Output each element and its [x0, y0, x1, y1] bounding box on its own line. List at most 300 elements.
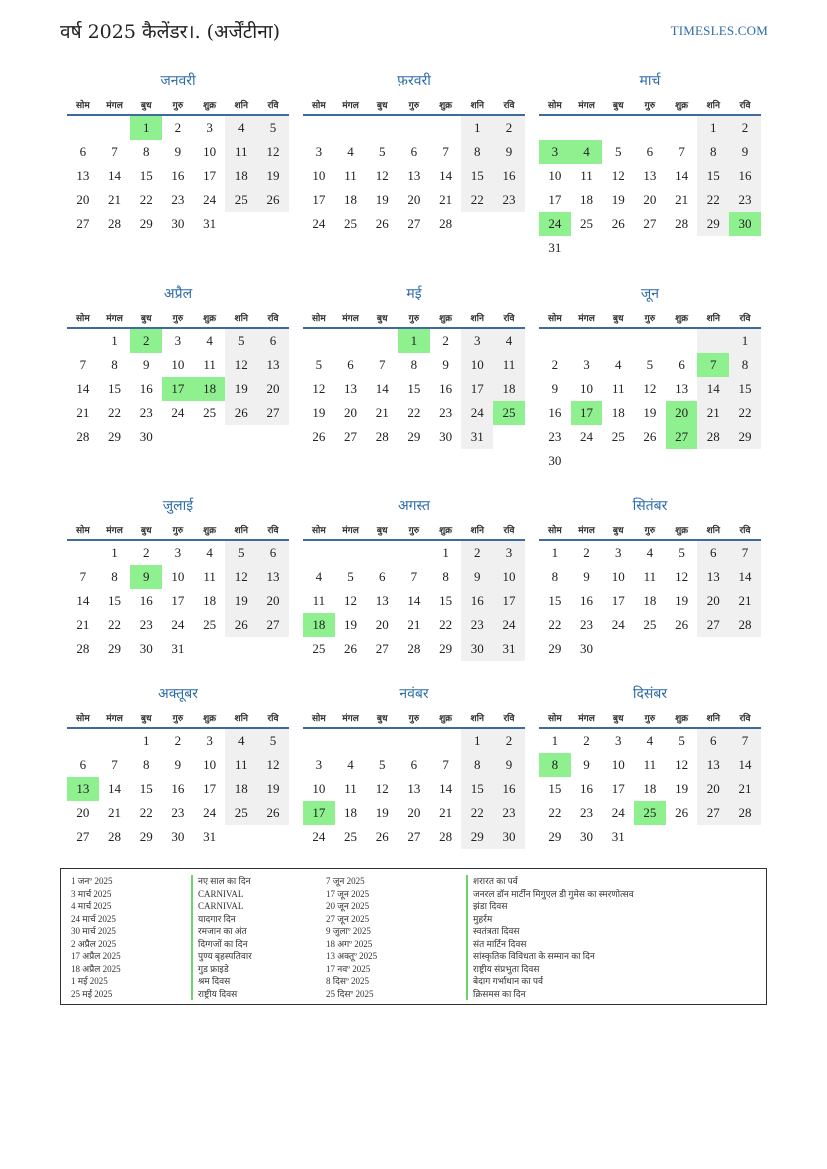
day-cell: 15 [139, 168, 153, 183]
weekday-label: शुक्र [675, 525, 689, 536]
weekday-label: शनि [470, 100, 484, 111]
holiday-date: 1 जनº 2025 [71, 876, 113, 886]
empty-day [634, 329, 666, 353]
weekday-label: सोम [547, 525, 562, 536]
weekday-label: गुरु [408, 100, 420, 111]
day-cell: 23 [171, 805, 185, 820]
day-cell: 23 [171, 192, 185, 207]
holiday-date: 9 जुलाº 2025 [326, 926, 371, 936]
day-cell: 3 [174, 545, 182, 560]
day-cell: 28 [439, 216, 453, 231]
day-cell: 5 [257, 729, 289, 753]
day-cell: 12 [225, 565, 257, 589]
empty-day [398, 729, 430, 753]
day-cell: 8 [410, 357, 418, 372]
day-cell: 9 [442, 357, 449, 372]
day-cell: 17 [548, 192, 562, 207]
day-cell: 11 [643, 757, 657, 772]
empty-day [539, 116, 571, 140]
day-cell: 4 [225, 729, 257, 753]
month-calendar [303, 285, 525, 449]
weekday-header [67, 307, 289, 329]
day-cell: 13 [257, 565, 289, 589]
month-calendar [303, 72, 525, 236]
day-cell: 6 [697, 729, 729, 753]
day-cell: 29 [697, 212, 729, 236]
weekday-label: शनि [706, 313, 720, 324]
day-cell: 6 [410, 144, 418, 159]
day-cell: 12 [344, 593, 358, 608]
month-calendar [303, 685, 525, 849]
day-cell: 24 [171, 405, 185, 420]
day-cell: 10 [611, 569, 625, 584]
day-cell: 21 [375, 405, 389, 420]
day-cell: 27 [643, 216, 657, 231]
day-cell: 27 [407, 216, 421, 231]
day-cell: 10 [548, 168, 562, 183]
day-cell: 3 [583, 357, 590, 372]
day-cell: 20 [643, 192, 657, 207]
weekday-label: गुरु [644, 313, 656, 324]
page-title: वर्ष 2025 कैलेंडर।. (अर्जेंटीना) [60, 21, 281, 43]
days-grid [67, 729, 289, 849]
weekday-label: बुध [140, 525, 152, 536]
day-cell: 29 [407, 429, 421, 444]
day-cell: 10 [611, 757, 625, 772]
day-cell: 3 [206, 733, 213, 748]
day-cell: 15 [461, 164, 493, 188]
day-cell: 21 [439, 805, 453, 820]
weekday-header [303, 307, 525, 329]
day-cell: 5 [378, 144, 386, 159]
day-cell: 6 [646, 144, 654, 159]
month-title: नवंबर [399, 686, 429, 702]
day-cell: 29 [108, 641, 122, 656]
holiday-dates-col-2 [326, 875, 377, 1000]
weekday-label: शुक्र [203, 313, 217, 324]
holiday-dates-col-1 [71, 875, 121, 1000]
holiday-name: झंडा दिवस [466, 900, 634, 913]
weekday-label: गुरु [172, 100, 184, 111]
day-cell: 27 [375, 641, 389, 656]
holiday-date: 17 नवº 2025 [326, 963, 371, 974]
holiday-name: राष्ट्रीय दिवस [191, 988, 252, 1001]
holiday-day: 8 [539, 753, 571, 777]
day-cell: 31 [203, 829, 217, 844]
day-cell: 17 [312, 192, 326, 207]
month-calendar [67, 497, 289, 661]
day-cell: 10 [171, 357, 185, 372]
day-cell: 7 [442, 144, 449, 159]
day-cell: 17 [203, 781, 217, 796]
holiday-date: 8 दिसº 2025 [326, 976, 369, 986]
holiday-name: रमजान का अंत [191, 925, 252, 938]
month-title: जून [640, 286, 660, 302]
day-cell: 3 [206, 120, 213, 135]
weekday-label: बुध [140, 100, 152, 111]
day-cell: 24 [171, 617, 185, 632]
weekday-label: मंगल [342, 313, 359, 324]
day-cell: 9 [142, 357, 150, 372]
weekday-label: रवि [503, 713, 515, 724]
day-cell: 25 [344, 829, 358, 844]
weekday-label: मंगल [342, 713, 359, 724]
day-cell: 23 [580, 617, 594, 632]
day-cell: 16 [548, 405, 562, 420]
month-title: मई [406, 286, 422, 302]
weekday-label: मंगल [342, 100, 359, 111]
day-cell: 3 [315, 757, 323, 772]
weekday-label: शुक्र [203, 100, 217, 111]
day-cell: 13 [375, 593, 389, 608]
holiday-date: 25 मई 2025 [71, 988, 113, 999]
day-cell: 8 [551, 569, 559, 584]
day-cell: 26 [312, 429, 326, 444]
holiday-name: राष्ट्रीय संप्रभुता दिवस [466, 963, 634, 976]
holiday-date: 2 अप्रैल 2025 [71, 938, 117, 949]
day-cell: 22 [108, 617, 122, 632]
weekday-label: गुरु [408, 313, 420, 324]
day-cell: 21 [108, 192, 122, 207]
day-cell: 14 [729, 565, 761, 589]
day-cell: 20 [257, 589, 289, 613]
day-cell: 18 [344, 192, 358, 207]
day-cell: 22 [697, 188, 729, 212]
day-cell: 5 [225, 541, 257, 565]
day-cell: 22 [139, 192, 153, 207]
weekday-header [539, 94, 761, 116]
day-cell: 21 [76, 405, 90, 420]
empty-day [303, 116, 335, 140]
empty-day [539, 329, 571, 353]
day-cell: 14 [76, 593, 90, 608]
day-cell: 30 [493, 825, 525, 849]
day-cell: 15 [139, 781, 153, 796]
day-cell: 10 [493, 565, 525, 589]
day-cell: 9 [461, 565, 493, 589]
weekday-label: शुक्र [439, 313, 453, 324]
day-cell: 4 [206, 333, 213, 348]
day-cell: 15 [439, 593, 453, 608]
day-cell: 12 [611, 168, 625, 183]
day-cell: 5 [678, 545, 685, 560]
weekday-header [303, 519, 525, 541]
empty-day [366, 329, 398, 353]
day-cell: 9 [174, 757, 182, 772]
day-cell: 26 [257, 801, 289, 825]
day-cell: 12 [675, 757, 689, 772]
empty-day [335, 116, 367, 140]
weekday-label: शुक्र [203, 713, 217, 724]
day-cell: 21 [108, 805, 122, 820]
empty-day [398, 116, 430, 140]
day-cell: 4 [315, 569, 323, 584]
day-cell: 30 [580, 829, 594, 844]
empty-day [666, 116, 698, 140]
day-cell: 1 [729, 329, 761, 353]
weekday-label: शुक्र [675, 713, 689, 724]
day-cell: 15 [548, 781, 562, 796]
weekday-label: शनि [470, 713, 484, 724]
weekday-label: बुध [376, 100, 388, 111]
day-cell: 25 [203, 617, 217, 632]
holiday-date: 17 जून 2025 [326, 888, 370, 899]
day-cell: 4 [206, 545, 213, 560]
weekday-label: बुध [612, 100, 624, 111]
day-cell: 27 [697, 613, 729, 637]
day-cell: 6 [378, 569, 386, 584]
day-cell: 20 [375, 617, 389, 632]
day-cell: 13 [643, 168, 657, 183]
day-cell: 14 [729, 753, 761, 777]
day-cell: 30 [548, 453, 562, 468]
weekday-label: गुरु [644, 100, 656, 111]
day-cell: 13 [76, 168, 90, 183]
day-cell: 16 [139, 381, 153, 396]
day-cell: 13 [697, 753, 729, 777]
day-cell: 10 [171, 569, 185, 584]
month-calendar [67, 285, 289, 449]
weekday-label: गुरु [172, 525, 184, 536]
holiday-day: 4 [571, 140, 603, 164]
weekday-label: गुरु [172, 313, 184, 324]
day-cell: 27 [76, 216, 90, 231]
day-cell: 2 [729, 116, 761, 140]
holiday-day: 25 [493, 401, 525, 425]
day-cell: 19 [375, 805, 389, 820]
day-cell: 14 [675, 168, 689, 183]
day-cell: 15 [108, 381, 122, 396]
day-cell: 18 [643, 593, 657, 608]
day-cell: 3 [461, 329, 493, 353]
holiday-name: CARNIVAL [191, 888, 252, 901]
empty-day [634, 116, 666, 140]
day-cell: 11 [312, 593, 326, 608]
day-cell: 22 [108, 405, 122, 420]
holiday-day: 24 [539, 212, 571, 236]
day-cell: 19 [611, 192, 625, 207]
day-cell: 19 [643, 405, 657, 420]
holiday-day: 1 [130, 116, 162, 140]
holiday-name: शरारत का पर्व [466, 875, 634, 888]
weekday-label: सोम [547, 100, 562, 111]
day-cell: 15 [697, 164, 729, 188]
day-cell: 7 [111, 757, 118, 772]
weekday-header [67, 707, 289, 729]
weekday-label: सोम [547, 313, 562, 324]
day-cell: 29 [729, 425, 761, 449]
holiday-date: 30 मार्च 2025 [71, 926, 116, 936]
weekday-label: रवि [739, 713, 751, 724]
empty-day [303, 541, 335, 565]
month-calendar [67, 685, 289, 849]
day-cell: 9 [583, 569, 590, 584]
weekday-label: बुध [140, 313, 152, 324]
holiday-date: 18 अगº 2025 [326, 938, 373, 949]
day-cell: 18 [643, 781, 657, 796]
day-cell: 16 [171, 168, 185, 183]
weekday-label: सोम [311, 313, 326, 324]
day-cell: 3 [614, 545, 622, 560]
holiday-date: 3 मार्च 2025 [71, 888, 112, 899]
weekday-header [539, 707, 761, 729]
holiday-name: स्वतंत्रता दिवस [466, 925, 634, 938]
day-cell: 6 [347, 357, 354, 372]
day-cell: 15 [729, 377, 761, 401]
day-cell: 25 [643, 617, 657, 632]
day-cell: 26 [375, 216, 389, 231]
holiday-name: संत मार्टिन दिवस [466, 938, 634, 951]
day-cell: 22 [548, 805, 562, 820]
days-grid [539, 329, 761, 473]
day-cell: 11 [203, 357, 216, 372]
day-cell: 8 [442, 569, 449, 584]
day-cell: 3 [315, 144, 323, 159]
day-cell: 5 [678, 733, 685, 748]
holiday-name: बेदाग गर्भाधान का पर्व [466, 975, 634, 988]
day-cell: 20 [344, 405, 358, 420]
weekday-label: शनि [706, 525, 720, 536]
empty-day [366, 729, 398, 753]
day-cell: 28 [76, 429, 90, 444]
day-cell: 31 [548, 240, 562, 255]
month-calendar [539, 285, 761, 473]
day-cell: 20 [697, 777, 729, 801]
day-cell: 1 [461, 729, 493, 753]
site-link[interactable]: TIMESLES.COM [670, 23, 768, 38]
holiday-day: 30 [729, 212, 761, 236]
holiday-day: 3 [539, 140, 571, 164]
weekday-label: शनि [234, 713, 248, 724]
day-cell: 15 [461, 777, 493, 801]
weekday-label: रवि [503, 313, 515, 324]
day-cell: 24 [461, 401, 493, 425]
month-title: जनवरी [160, 73, 196, 89]
holiday-name: श्रम दिवस [191, 975, 252, 988]
weekday-label: बुध [612, 713, 624, 724]
day-cell: 14 [108, 168, 122, 183]
weekday-label: सोम [311, 713, 326, 724]
day-cell: 20 [407, 192, 421, 207]
weekday-label: बुध [140, 713, 152, 724]
day-cell: 7 [678, 144, 685, 159]
weekday-label: रवि [739, 313, 751, 324]
day-cell: 28 [108, 829, 122, 844]
weekday-label: रवि [503, 525, 515, 536]
day-cell: 16 [493, 164, 525, 188]
holiday-names-col-2 [466, 875, 634, 1000]
day-cell: 22 [439, 617, 453, 632]
day-cell: 14 [439, 168, 453, 183]
day-cell: 21 [729, 777, 761, 801]
day-cell: 8 [697, 140, 729, 164]
day-cell: 11 [611, 381, 625, 396]
day-cell: 20 [697, 589, 729, 613]
day-cell: 5 [347, 569, 354, 584]
day-cell: 26 [675, 617, 689, 632]
day-cell: 24 [312, 829, 326, 844]
weekday-label: रवि [739, 100, 751, 111]
empty-day [67, 541, 99, 565]
day-cell: 2 [551, 357, 559, 372]
day-cell: 13 [697, 565, 729, 589]
weekday-label: सोम [75, 713, 90, 724]
day-cell: 7 [79, 569, 87, 584]
holiday-day: 18 [194, 377, 226, 401]
day-cell: 11 [493, 353, 525, 377]
month-title: अगस्त [397, 498, 430, 514]
day-cell: 18 [225, 164, 257, 188]
weekday-label: रवि [503, 100, 515, 111]
day-cell: 17 [611, 593, 625, 608]
day-cell: 30 [139, 429, 153, 444]
day-cell: 19 [375, 192, 389, 207]
day-cell: 7 [442, 757, 449, 772]
holiday-name: पुण्य बृहस्पतिवार [191, 950, 252, 963]
day-cell: 29 [439, 641, 453, 656]
weekday-label: रवि [267, 100, 279, 111]
days-grid [303, 116, 525, 236]
day-cell: 10 [203, 757, 217, 772]
day-cell: 4 [347, 144, 354, 159]
empty-day [99, 116, 131, 140]
day-cell: 4 [493, 329, 525, 353]
day-cell: 2 [142, 545, 150, 560]
holiday-date: 27 जून 2025 [326, 913, 370, 924]
day-cell: 12 [375, 168, 389, 183]
weekday-label: मंगल [342, 525, 359, 536]
holiday-day: 2 [130, 329, 162, 353]
holiday-list [60, 868, 767, 1005]
empty-day [571, 116, 603, 140]
weekday-label: बुध [376, 713, 388, 724]
empty-day [602, 329, 634, 353]
day-cell: 13 [407, 168, 421, 183]
days-grid [539, 729, 761, 849]
day-cell: 1 [697, 116, 729, 140]
day-cell: 10 [203, 144, 217, 159]
holiday-date: 25 दिसº 2025 [326, 988, 374, 999]
day-cell: 31 [171, 641, 185, 656]
month-title: फ़रवरी [397, 73, 431, 89]
day-cell: 8 [142, 144, 150, 159]
day-cell: 23 [548, 429, 562, 444]
days-grid [539, 116, 761, 260]
weekday-label: रवि [267, 313, 279, 324]
day-cell: 16 [580, 593, 594, 608]
weekday-label: शनि [234, 313, 248, 324]
day-cell: 12 [312, 381, 326, 396]
day-cell: 24 [203, 192, 217, 207]
weekday-label: रवि [267, 713, 279, 724]
day-cell: 28 [729, 613, 761, 637]
day-cell: 16 [139, 593, 153, 608]
day-cell: 30 [439, 429, 453, 444]
day-cell: 6 [79, 757, 87, 772]
day-cell: 1 [442, 545, 449, 560]
day-cell: 5 [225, 329, 257, 353]
day-cell: 31 [493, 637, 525, 661]
day-cell: 16 [461, 589, 493, 613]
day-cell: 2 [442, 333, 449, 348]
day-cell: 22 [729, 401, 761, 425]
day-cell: 11 [225, 753, 257, 777]
holiday-name: क्रिसमस का दिन [466, 988, 634, 1001]
day-cell: 30 [171, 829, 185, 844]
day-cell: 20 [76, 805, 90, 820]
day-cell: 25 [225, 188, 257, 212]
day-cell: 26 [375, 829, 389, 844]
